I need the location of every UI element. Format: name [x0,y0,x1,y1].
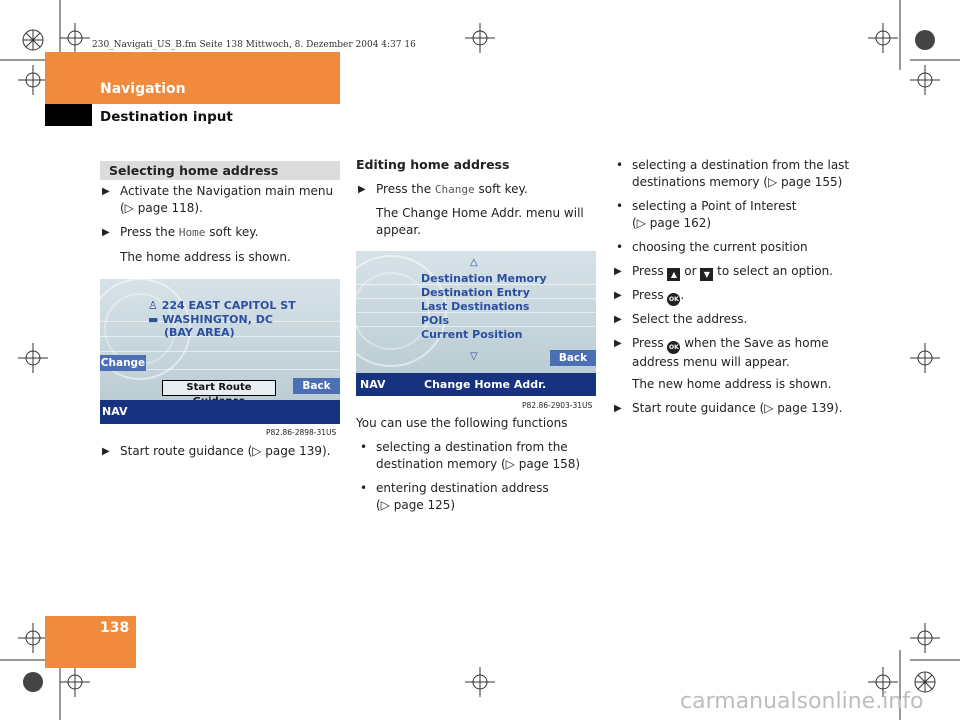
arrow-icon: ▶ [614,290,622,301]
step-press-home [100,224,340,241]
nav-screen-title: Change Home Addr. [424,378,547,391]
subsection-marker [45,104,92,126]
step-text: Activate the Navigation main menu (▷ page 118). [120,184,334,215]
section-header-bar [45,52,340,104]
back-softkey[interactable]: Back [550,350,596,366]
change-home-addr-screen [356,251,596,396]
menu-item-destination-entry[interactable]: Destination Entry [421,286,530,299]
step-text-pre: Press the [376,182,435,196]
arrow-icon: ▶ [614,266,622,277]
bullet-dot: • [616,240,624,254]
arrow-icon: ▶ [614,403,622,414]
ok-key-icon: OK [667,293,680,306]
step-start-route-1 [100,443,340,460]
city-icon: ▬ [148,313,163,326]
menu-item-destination-memory[interactable]: Destination Memory [421,272,547,285]
heading-editing-home: Editing home address [356,157,510,172]
note-menu-appear: The Change Home Addr. menu will appear. [376,206,584,237]
start-route-button[interactable]: Start Route [162,380,276,396]
bullet-text: choosing the current position [632,240,808,254]
home-address-screen [100,279,340,424]
address-line-1: ♙ 224 EAST CAPITOL ST [148,299,296,312]
bullet-text: selecting a destination from the last destinations memory (▷ page 155) [632,158,850,189]
nav-bar [100,400,340,424]
arrow-icon: ▶ [102,186,110,197]
step-text-pre: Press the [120,225,179,239]
step-select-option: ▶ Press ▲ or ▼ to select an option. [614,264,833,279]
step-text-post: soft key. [474,182,528,196]
step-text-post: soft key. [205,225,259,239]
intro-functions: You can use the following functions [356,416,568,430]
bullet-text: selecting a Point of Interest (▷ page 162) [632,199,797,230]
arrow-icon: ▶ [614,314,622,325]
box-title-selecting-home: Selecting home address [100,161,340,180]
scroll-down-icon[interactable]: ▽ [470,351,478,362]
step-text: Start route guidance (▷ page 139). [120,444,331,458]
arrow-icon: ▶ [358,184,366,195]
file-header: 230_Navigati_US_B.fm Seite 138 Mittwoch, 8. Dezember 2004 4:37 16 [92,40,416,50]
menu-item-last-destinations[interactable]: Last Destinations [421,300,530,313]
caption-screen-1: P82.86-2898-31US [266,428,337,437]
bullet-destination-memory [356,439,596,473]
step-activate-nav [100,183,340,217]
bullet-text: selecting a destination from the destination memory (▷ page 158) [376,440,581,471]
bullet-dot: • [616,158,624,172]
arrow-icon: ▶ [102,446,110,457]
nav-bar [356,373,596,396]
down-key-icon: ▼ [700,268,713,281]
back-softkey[interactable]: Back [293,378,340,394]
step-press-change [356,181,596,198]
page-number: 138 [100,620,130,636]
up-key-icon: ▲ [667,268,680,281]
nav-label: NAV [360,378,386,391]
step-select-address: ▶ Select the address. [614,312,748,326]
step-start-route-2: ▶ Start route guidance (▷ page 139). [614,401,843,415]
note-home-shown: The home address is shown. [120,250,291,264]
subsection-title: Destination input [100,109,233,125]
arrow-icon: ▶ [614,338,622,349]
bullet-entering-address [356,480,556,514]
section-title: Navigation [100,81,186,97]
menu-item-pois[interactable]: POIs [421,314,450,327]
bullet-dot: • [360,481,368,495]
location-icon: ♙ [148,299,162,312]
bullet-dot: • [360,440,368,454]
change-softkey[interactable]: Change [100,357,146,369]
address-line-3: (BAY AREA) [164,326,235,339]
arrow-icon: ▶ [102,227,110,238]
watermark: carmanualsonline.info [680,689,924,714]
note-new-home-shown: The new home address is shown. [632,377,832,391]
change-softkey-label: Change [434,183,475,196]
address-line-2: ▬ WASHINGTON, DC [148,313,273,326]
home-softkey-label: Home [178,226,206,239]
step-press-ok-save: ▶ Press OK when the Save as home address menu will appear. [614,336,829,369]
step-press-ok: ▶ Press OK . [612,287,852,306]
scroll-up-icon[interactable]: △ [470,257,478,268]
menu-item-current-position[interactable]: Current Position [421,328,523,341]
bullet-dot: • [616,199,624,213]
ok-key-icon: OK [667,341,680,354]
caption-screen-2: P82.86-2903-31US [522,401,593,410]
bullet-last-destinations [612,157,852,191]
bullet-point-of-interest [612,198,812,232]
nav-label: NAV [102,405,128,418]
bullet-current-position [612,239,852,256]
bullet-text: entering destination address (▷ page 125) [376,481,549,512]
